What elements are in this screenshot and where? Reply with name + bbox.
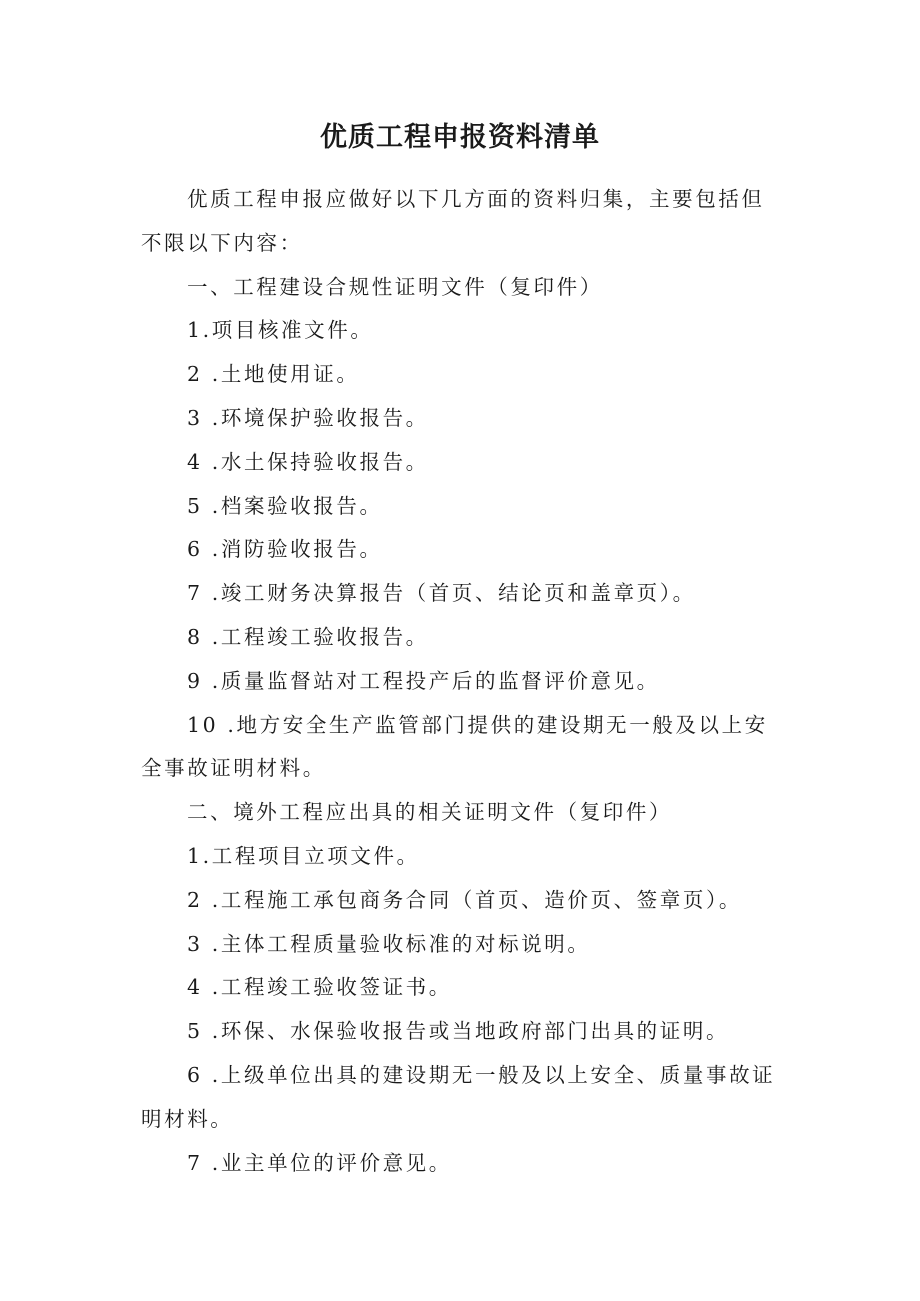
- section-2-item: 1.工程项目立项文件。: [187, 843, 420, 868]
- document-body: [141, 178, 781, 1185]
- intro-paragraph: 优质工程申报应做好以下几方面的资料归集，主要包括但不限以下内容：: [141, 187, 765, 255]
- section-1-item: 9 .质量监督站对工程投产后的监督评价意见。: [187, 668, 660, 693]
- section-2-item: 5 .环保、水保验收报告或当地政府部门出具的证明。: [187, 1019, 730, 1044]
- document-title: 优质工程申报资料清单: [320, 122, 600, 153]
- section-1-item: 6 .消防验收报告。: [187, 537, 383, 562]
- section-2-item: 6 .上级单位出具的建设期无一般及以上安全、质量事故证明材料。: [141, 1062, 776, 1131]
- section-1-item: 5 .档案验收报告。: [187, 493, 383, 518]
- section-2-item: 4 .工程竣工验收签证书。: [187, 975, 452, 1000]
- section-1-item: 3 .环境保护验收报告。: [187, 405, 429, 430]
- section-1-item: 1.项目核准文件。: [187, 318, 374, 343]
- section-2-item: 7 .业主单位的评价意见。: [187, 1150, 452, 1175]
- section-1-heading: 一、工程建设合规性证明文件（复印件）: [187, 274, 603, 299]
- section-2-heading: 二、境外工程应出具的相关证明文件（复印件）: [187, 800, 673, 825]
- section-2-item: 3 .主体工程质量验收标准的对标说明。: [187, 931, 591, 956]
- section-1-item: 4 .水土保持验收报告。: [187, 449, 429, 474]
- section-1-item: 2 .土地使用证。: [187, 362, 360, 387]
- section-2-item: 2 .工程施工承包商务合同（首页、造价页、签章页）。: [187, 887, 742, 912]
- section-1-item: 10 .地方安全生产监管部门提供的建设期无一般及以上安全事故证明材料。: [141, 712, 768, 781]
- section-1-item: 7 .竣工财务决算报告（首页、结论页和盖章页）。: [187, 581, 696, 606]
- section-1-item: 8 .工程竣工验收报告。: [187, 624, 429, 649]
